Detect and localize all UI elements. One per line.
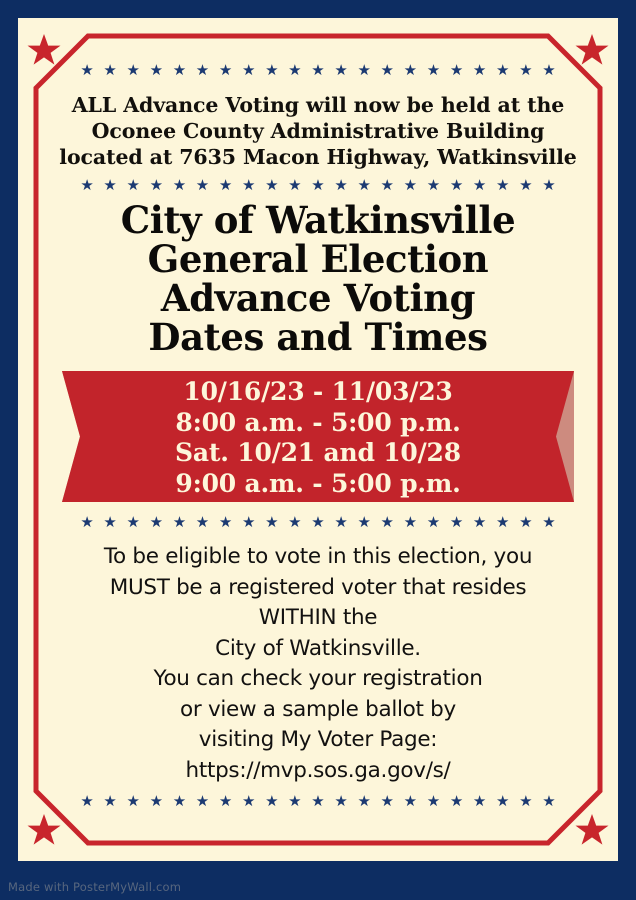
star-icon: ★: [472, 61, 487, 79]
star-icon: ★: [195, 61, 210, 79]
star-icon: ★: [542, 176, 556, 194]
star-icon: ★: [542, 513, 556, 531]
eligibility-line: visiting My Voter Page:: [198, 727, 438, 752]
eligibility-text: [38, 542, 598, 786]
star-icon: ★: [265, 176, 279, 194]
star-divider-top: [75, 63, 561, 78]
star-icon: ★: [380, 176, 394, 194]
star-icon: ★: [149, 792, 164, 810]
star-icon: ★: [403, 792, 418, 810]
star-icon: ★: [126, 513, 140, 531]
star-icon: ★: [334, 513, 348, 531]
star-icon: ★: [334, 792, 348, 810]
star-icon: ★: [472, 176, 487, 194]
page-title-line: Advance Voting: [160, 276, 476, 320]
star-icon: ★: [496, 792, 510, 810]
star-icon: ★: [311, 792, 325, 810]
star-icon: ★: [241, 61, 256, 79]
star-icon: ★: [80, 792, 94, 810]
star-icon: ★: [80, 61, 94, 79]
header-notice: [48, 92, 588, 170]
star-icon: ★: [288, 513, 302, 531]
star-icon: ★: [357, 176, 371, 194]
star-icon: ★: [149, 513, 164, 531]
star-icon: ★: [426, 792, 441, 810]
star-icon: ★: [472, 792, 487, 810]
star-icon: ★: [149, 61, 164, 79]
eligibility-line: WITHIN the: [258, 605, 378, 630]
banner-text: [18, 377, 618, 499]
star-icon: ★: [103, 176, 117, 194]
star-icon: ★: [218, 61, 233, 79]
star-icon: ★: [357, 513, 371, 531]
eligibility-line: To be eligible to vote in this election, you: [103, 544, 533, 569]
star-icon: ★: [519, 176, 533, 194]
page-title-line: Dates and Times: [148, 315, 488, 359]
star-icon: ★: [334, 61, 348, 79]
star-icon: ★: [172, 792, 187, 810]
star-icon: ★: [403, 513, 418, 531]
star-icon: ★: [218, 513, 233, 531]
star-icon: ★: [149, 176, 164, 194]
star-icon: ★: [426, 176, 441, 194]
star-divider-under-notice: [75, 178, 561, 193]
star-icon: ★: [126, 61, 140, 79]
star-icon: ★: [426, 513, 441, 531]
star-icon: ★: [288, 792, 302, 810]
star-icon: ★: [241, 513, 256, 531]
star-icon: ★: [126, 792, 140, 810]
star-icon: ★: [311, 176, 325, 194]
star-icon: ★: [496, 176, 510, 194]
star-icon: ★: [519, 792, 533, 810]
star-icon: ★: [449, 792, 464, 810]
star-divider-bottom: [75, 794, 561, 809]
star-icon: ★: [218, 176, 233, 194]
star-divider-above-body: [75, 515, 561, 530]
banner-line: 9:00 a.m. - 5:00 p.m.: [175, 468, 461, 498]
star-icon: ★: [288, 176, 302, 194]
star-icon: ★: [172, 61, 187, 79]
poster-content: [18, 18, 618, 861]
star-icon: ★: [103, 61, 117, 79]
my-voter-page-url[interactable]: https://mvp.sos.ga.gov/s/: [185, 757, 451, 783]
page-title-line: General Election: [147, 237, 489, 281]
star-icon: ★: [80, 176, 94, 194]
star-icon: ★: [380, 61, 394, 79]
star-icon: ★: [380, 513, 394, 531]
star-icon: ★: [357, 61, 371, 79]
header-notice-line: Oconee County Administrative Building: [91, 119, 545, 143]
star-icon: ★: [265, 513, 279, 531]
star-icon: ★: [265, 792, 279, 810]
star-icon: ★: [334, 176, 348, 194]
star-icon: ★: [103, 792, 117, 810]
page-title-line: City of Watkinsville: [120, 198, 516, 242]
star-icon: ★: [519, 61, 533, 79]
star-icon: ★: [311, 61, 325, 79]
banner-line: Sat. 10/21 and 10/28: [175, 438, 461, 467]
star-icon: ★: [449, 61, 464, 79]
star-icon: ★: [195, 792, 210, 810]
postermywall-watermark: Made with PosterMyWall.com: [8, 880, 182, 894]
star-icon: ★: [380, 792, 394, 810]
star-icon: ★: [195, 176, 210, 194]
star-icon: ★: [496, 61, 510, 79]
star-icon: ★: [172, 176, 187, 194]
poster-panel: [18, 18, 618, 861]
star-icon: ★: [241, 176, 256, 194]
star-icon: ★: [241, 792, 256, 810]
star-icon: ★: [80, 513, 94, 531]
star-icon: ★: [426, 61, 441, 79]
eligibility-line: City of Watkinsville.: [215, 635, 421, 661]
page-title: [38, 198, 598, 359]
star-icon: ★: [288, 61, 302, 79]
star-icon: ★: [195, 513, 210, 531]
eligibility-line: MUST be a registered voter that resides: [109, 574, 527, 600]
dates-banner: [18, 371, 618, 505]
star-icon: ★: [218, 792, 233, 810]
star-icon: ★: [496, 513, 510, 531]
star-icon: ★: [403, 176, 418, 194]
star-icon: ★: [265, 61, 279, 79]
star-icon: ★: [449, 513, 464, 531]
eligibility-line: or view a sample ballot by: [180, 696, 456, 722]
star-icon: ★: [311, 513, 325, 531]
star-icon: ★: [103, 513, 117, 531]
star-icon: ★: [449, 176, 464, 194]
header-notice-line: ALL Advance Voting will now be held at the: [71, 93, 565, 117]
star-icon: ★: [357, 792, 371, 810]
star-icon: ★: [472, 513, 487, 531]
star-icon: ★: [519, 513, 533, 531]
banner-line: 8:00 a.m. - 5:00 p.m.: [175, 407, 461, 437]
star-icon: ★: [542, 61, 556, 79]
star-icon: ★: [542, 792, 556, 810]
eligibility-line: You can check your registration: [153, 666, 483, 691]
star-icon: ★: [172, 513, 187, 531]
banner-line: 10/16/23 - 11/03/23: [183, 377, 453, 406]
star-icon: ★: [403, 61, 418, 79]
header-notice-line: located at 7635 Macon Highway, Watkinsville: [59, 145, 577, 169]
star-icon: ★: [126, 176, 140, 194]
